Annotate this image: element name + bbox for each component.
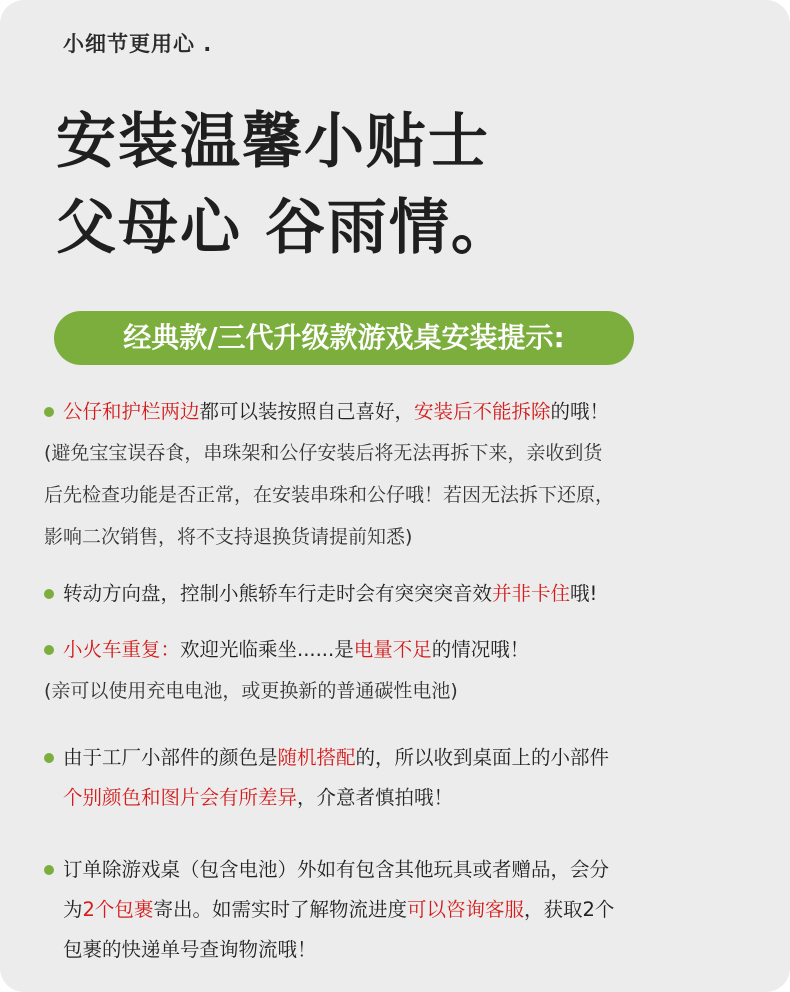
green-dot-icon xyxy=(44,407,54,417)
tip-row xyxy=(44,630,754,670)
tip-note: 影响二次销售，将不支持退换货请提前知悉) xyxy=(44,526,413,548)
highlight-text: 电量不足 xyxy=(353,638,432,661)
tip-text: 转动方向盘，控制小熊轿车行走时会有突突突音效 xyxy=(63,582,493,605)
green-dot-icon xyxy=(44,753,54,763)
tip-text: 欢迎光临乘坐......是 xyxy=(180,638,354,661)
highlight-text: 2个包裹 xyxy=(82,898,154,921)
green-dot-icon xyxy=(44,865,54,875)
tip-removal xyxy=(44,392,754,558)
section-banner: 经典款/三代升级款游戏桌安装提示: xyxy=(54,311,634,365)
title-line-2: 父母心 谷雨情。 xyxy=(56,193,513,263)
green-dot-icon xyxy=(44,589,54,599)
tip-note: (亲可以使用充电电池，或更换新的普通碳性电池) xyxy=(44,680,458,702)
tip-text: 为 xyxy=(63,898,83,921)
tip-text: 都可以装按照自己喜好， xyxy=(199,400,415,423)
tip-text: 哦! xyxy=(570,582,598,605)
tip-steering xyxy=(44,574,754,614)
tip-text: 的情况哦！ xyxy=(431,638,530,661)
highlight-text: 小火车重复： xyxy=(63,638,181,661)
tip-text: ，介意者慎拍哦！ xyxy=(297,786,454,809)
highlight-text: 个别颜色和图片会有所差异 xyxy=(63,786,298,809)
tip-colors xyxy=(44,738,754,818)
tip-row xyxy=(44,778,754,818)
tip-text: 订单除游戏桌（包含电池）外如有包含其他玩具或者赠品，会分 xyxy=(63,858,610,881)
tip-row xyxy=(44,890,754,930)
tip-row xyxy=(44,574,754,614)
tip-note: (避免宝宝误吞食，串珠架和公仔安装后将无法再拆下来，亲收到货 xyxy=(44,442,603,464)
tip-train xyxy=(44,630,754,712)
tip-text: 由于工厂小部件的颜色是 xyxy=(63,746,278,769)
tip-note: 后先检查功能是否正常，在安装串珠和公仔哦！若因无法拆下还原， xyxy=(44,484,615,506)
tip-row xyxy=(44,738,754,778)
tip-row xyxy=(44,392,754,432)
tip-text: ，获取2个 xyxy=(523,898,615,921)
highlight-text: 可以咨询客服 xyxy=(406,898,524,921)
green-dot-icon xyxy=(44,645,54,655)
tip-text: 的，所以收到桌面上的小部件 xyxy=(355,746,610,769)
highlight-text: 随机搭配 xyxy=(277,746,356,769)
highlight-text: 安装后不能拆除 xyxy=(414,400,551,423)
tagline: 小细节更用心 . xyxy=(63,32,213,56)
tip-row xyxy=(44,850,754,890)
tip-row: 包裹的快递单号查询物流哦！ xyxy=(63,938,317,961)
tip-shipping xyxy=(44,850,754,970)
tip-text: 寄出。如需实时了解物流进度 xyxy=(153,898,407,921)
highlight-text: 公仔和护栏两边 xyxy=(63,400,200,423)
title-line-1: 安装温馨小贴士 xyxy=(56,107,490,177)
tip-text: 的哦！ xyxy=(550,400,610,423)
highlight-text: 并非卡住 xyxy=(492,582,571,605)
